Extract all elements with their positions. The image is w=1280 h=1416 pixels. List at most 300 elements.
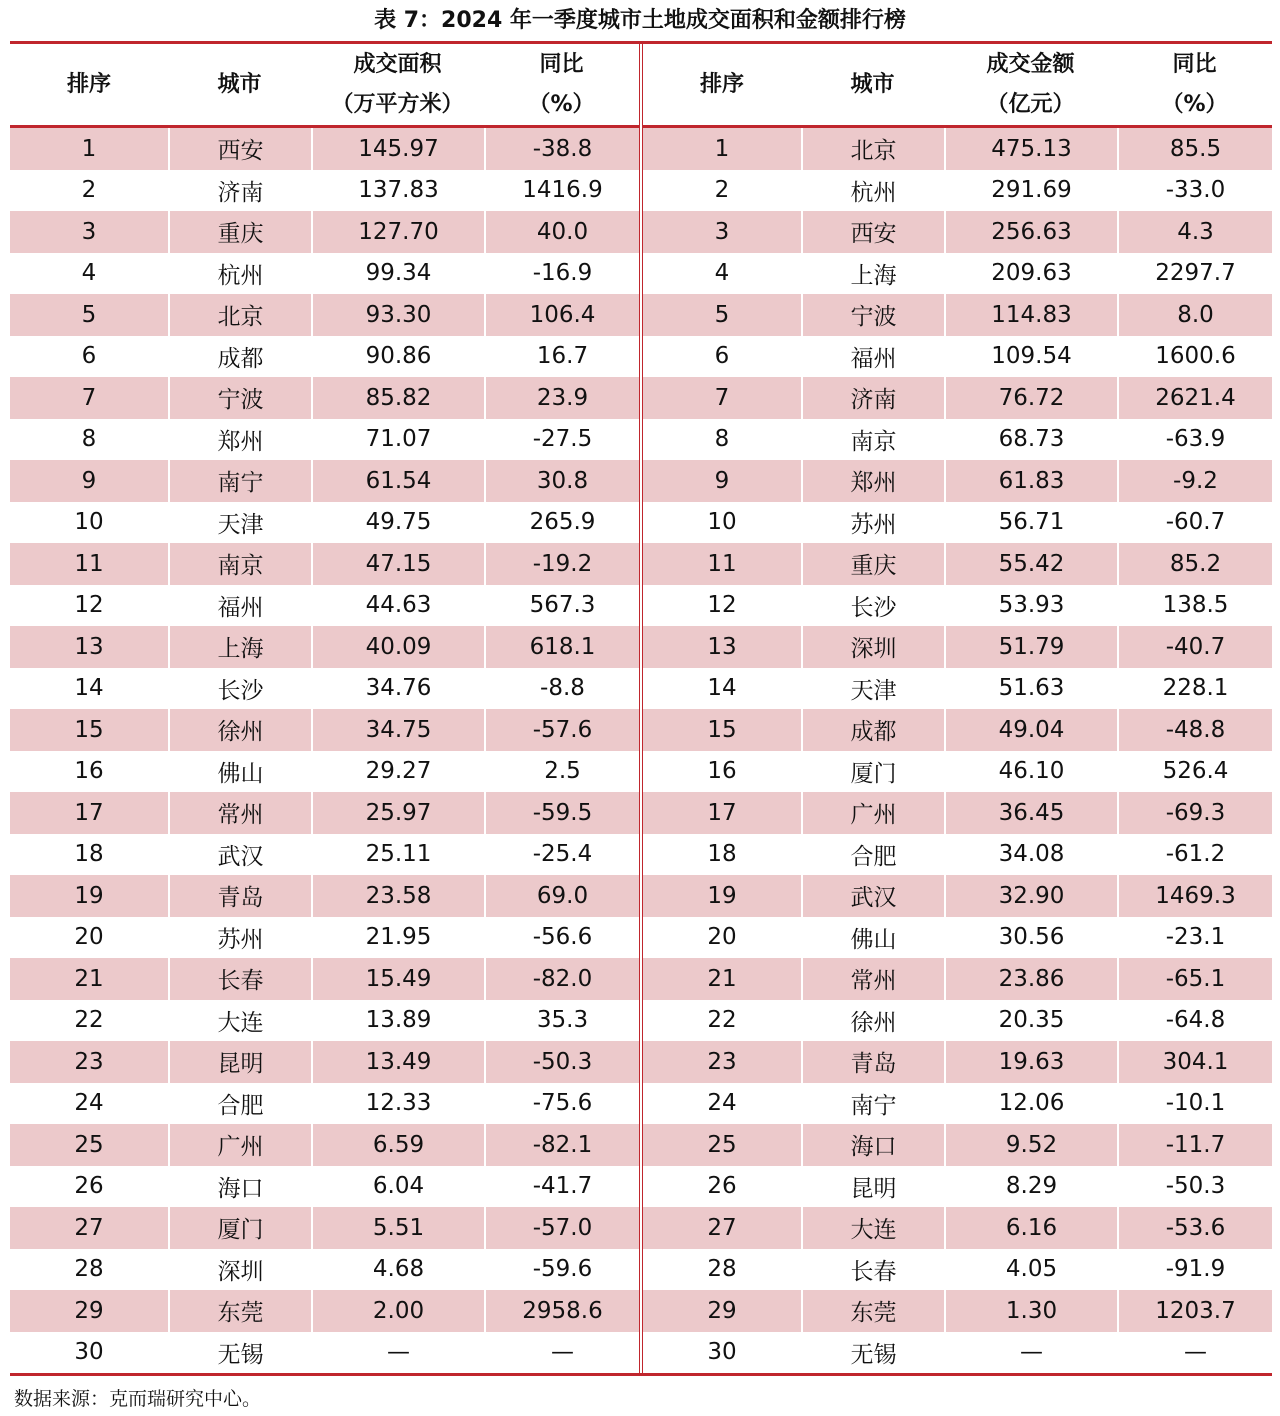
table-row bbox=[10, 419, 639, 461]
table-row bbox=[643, 875, 1272, 917]
city-cell: 无锡 bbox=[168, 1332, 311, 1374]
rank-cell: 3 bbox=[714, 218, 730, 245]
yoy-cell: 8.0 bbox=[1117, 294, 1272, 336]
value-cell: 145.97 bbox=[311, 128, 484, 170]
rank-cell: 13 bbox=[707, 633, 737, 660]
value-cell: 34.08 bbox=[944, 834, 1117, 876]
city-cell: 武汉 bbox=[801, 875, 944, 917]
yoy-cell: 85.5 bbox=[1117, 128, 1272, 170]
table-row bbox=[643, 834, 1272, 876]
rank-cell: 23 bbox=[707, 1048, 737, 1075]
yoy-cell: 2.5 bbox=[484, 751, 639, 793]
rank-cell: 10 bbox=[74, 509, 104, 536]
rank-cell: 20 bbox=[74, 924, 104, 951]
table-row bbox=[643, 1290, 1272, 1332]
table-row bbox=[10, 875, 639, 917]
rank-cell: 14 bbox=[74, 675, 104, 702]
rank-cell: 17 bbox=[707, 799, 737, 826]
rank-cell: 6 bbox=[81, 343, 97, 370]
city-cell: 天津 bbox=[168, 502, 311, 544]
rank-cell: 8 bbox=[714, 426, 730, 453]
value-cell: 25.11 bbox=[311, 834, 484, 876]
yoy-cell: 567.3 bbox=[484, 585, 639, 627]
value-cell: 19.63 bbox=[944, 1041, 1117, 1083]
header-city bbox=[801, 44, 944, 125]
value-cell: 256.63 bbox=[944, 211, 1117, 253]
city-cell: 合肥 bbox=[801, 834, 944, 876]
table-row bbox=[10, 336, 639, 378]
rank-cell: 15 bbox=[707, 716, 737, 743]
yoy-cell: -8.8 bbox=[484, 668, 639, 710]
header-area bbox=[311, 44, 484, 125]
value-cell: 93.30 bbox=[311, 294, 484, 336]
city-cell: 宁波 bbox=[801, 294, 944, 336]
city-cell: 长春 bbox=[801, 1249, 944, 1291]
yoy-cell: -65.1 bbox=[1117, 958, 1272, 1000]
table-row bbox=[10, 460, 639, 502]
rank-cell: 30 bbox=[74, 1339, 104, 1366]
header-city-label: 城市 bbox=[850, 71, 895, 97]
value-cell: 23.58 bbox=[311, 875, 484, 917]
city-cell: 武汉 bbox=[168, 834, 311, 876]
table-row bbox=[643, 709, 1272, 751]
rank-cell: 6 bbox=[714, 343, 730, 370]
city-cell: 杭州 bbox=[801, 170, 944, 212]
city-cell: 徐州 bbox=[801, 1000, 944, 1042]
table-row bbox=[10, 1041, 639, 1083]
table-row bbox=[10, 751, 639, 793]
table-row bbox=[643, 1207, 1272, 1249]
value-cell: 4.05 bbox=[944, 1249, 1117, 1291]
city-cell: 海口 bbox=[168, 1166, 311, 1208]
city-cell: 厦门 bbox=[168, 1207, 311, 1249]
value-cell: 21.95 bbox=[311, 917, 484, 959]
rank-cell: 28 bbox=[74, 1256, 104, 1283]
yoy-cell: -11.7 bbox=[1117, 1124, 1272, 1166]
table-row bbox=[10, 1166, 639, 1208]
yoy-cell: 304.1 bbox=[1117, 1041, 1272, 1083]
city-cell: 福州 bbox=[801, 336, 944, 378]
header-rank-label: 排序 bbox=[66, 71, 111, 97]
rank-cell: 1 bbox=[81, 135, 97, 162]
rank-cell: 2 bbox=[81, 177, 97, 204]
rank-cell: 25 bbox=[74, 1131, 104, 1158]
bottom-rule bbox=[10, 1373, 1272, 1376]
yoy-cell: -16.9 bbox=[484, 253, 639, 295]
table-row bbox=[10, 1249, 639, 1291]
city-cell: 郑州 bbox=[801, 460, 944, 502]
yoy-cell: 4.3 bbox=[1117, 211, 1272, 253]
yoy-cell: -59.6 bbox=[484, 1249, 639, 1291]
city-cell: 西安 bbox=[168, 128, 311, 170]
table-row bbox=[643, 419, 1272, 461]
rank-cell: 29 bbox=[707, 1297, 737, 1324]
header-yoy-label: 同比 bbox=[1172, 51, 1217, 77]
value-cell: 6.16 bbox=[944, 1207, 1117, 1249]
rank-cell: 10 bbox=[707, 509, 737, 536]
city-cell: 长沙 bbox=[168, 668, 311, 710]
table-row bbox=[643, 543, 1272, 585]
table-row bbox=[10, 585, 639, 627]
value-cell: 30.56 bbox=[944, 917, 1117, 959]
rank-cell: 16 bbox=[74, 758, 104, 785]
header-amount-unit: （亿元） bbox=[986, 91, 1075, 117]
value-cell: 85.82 bbox=[311, 377, 484, 419]
rank-cell: 30 bbox=[707, 1339, 737, 1366]
table-row bbox=[10, 1083, 639, 1125]
city-cell: 郑州 bbox=[168, 419, 311, 461]
yoy-cell: -91.9 bbox=[1117, 1249, 1272, 1291]
table-row bbox=[643, 585, 1272, 627]
value-cell: 6.59 bbox=[311, 1124, 484, 1166]
rank-cell: 12 bbox=[74, 592, 104, 619]
city-cell: 大连 bbox=[801, 1207, 944, 1249]
yoy-cell: 1600.6 bbox=[1117, 336, 1272, 378]
table-row bbox=[643, 1041, 1272, 1083]
city-cell: 厦门 bbox=[801, 751, 944, 793]
yoy-cell: -59.5 bbox=[484, 792, 639, 834]
table-row bbox=[643, 377, 1272, 419]
amount-ranking-table bbox=[643, 44, 1272, 1373]
yoy-cell: -57.6 bbox=[484, 709, 639, 751]
rank-cell: 22 bbox=[74, 1007, 104, 1034]
data-source-note: 数据来源：克而瑞研究中心。 bbox=[14, 1388, 262, 1410]
yoy-cell: 23.9 bbox=[484, 377, 639, 419]
city-cell: 无锡 bbox=[801, 1332, 944, 1374]
yoy-cell: -40.7 bbox=[1117, 626, 1272, 668]
table-row bbox=[10, 253, 639, 295]
table-row bbox=[10, 128, 639, 170]
city-cell: 成都 bbox=[801, 709, 944, 751]
table-row bbox=[10, 1207, 639, 1249]
table-row bbox=[10, 958, 639, 1000]
city-cell: 南京 bbox=[168, 543, 311, 585]
ranking-table bbox=[10, 41, 1272, 1376]
value-cell: 99.34 bbox=[311, 253, 484, 295]
rank-cell: 5 bbox=[81, 301, 97, 328]
value-cell: 71.07 bbox=[311, 419, 484, 461]
rank-cell: 11 bbox=[707, 550, 737, 577]
value-cell: 20.35 bbox=[944, 1000, 1117, 1042]
rank-cell: 9 bbox=[714, 467, 730, 494]
city-cell: 成都 bbox=[168, 336, 311, 378]
value-cell: 127.70 bbox=[311, 211, 484, 253]
value-cell: 4.68 bbox=[311, 1249, 484, 1291]
rank-cell: 17 bbox=[74, 799, 104, 826]
header-rank bbox=[10, 44, 168, 125]
yoy-cell: -25.4 bbox=[484, 834, 639, 876]
value-cell: 25.97 bbox=[311, 792, 484, 834]
yoy-cell: 2621.4 bbox=[1117, 377, 1272, 419]
value-cell: 6.04 bbox=[311, 1166, 484, 1208]
city-cell: 苏州 bbox=[168, 917, 311, 959]
rank-cell: 7 bbox=[714, 384, 730, 411]
table-row bbox=[10, 834, 639, 876]
yoy-cell: 138.5 bbox=[1117, 585, 1272, 627]
city-cell: 广州 bbox=[801, 792, 944, 834]
rank-cell: 28 bbox=[707, 1256, 737, 1283]
header-rank bbox=[643, 44, 801, 125]
value-cell: 137.83 bbox=[311, 170, 484, 212]
city-cell: 东莞 bbox=[168, 1290, 311, 1332]
rank-cell: 12 bbox=[707, 592, 737, 619]
table-row bbox=[10, 170, 639, 212]
yoy-cell: -60.7 bbox=[1117, 502, 1272, 544]
value-cell: 114.83 bbox=[944, 294, 1117, 336]
rank-cell: 26 bbox=[707, 1173, 737, 1200]
table-row bbox=[10, 709, 639, 751]
table-row bbox=[10, 1332, 639, 1374]
table-header bbox=[643, 44, 1272, 128]
city-cell: 佛山 bbox=[168, 751, 311, 793]
yoy-cell: -64.8 bbox=[1117, 1000, 1272, 1042]
table-row bbox=[643, 1332, 1272, 1374]
value-cell: 1.30 bbox=[944, 1290, 1117, 1332]
city-cell: 重庆 bbox=[168, 211, 311, 253]
rank-cell: 3 bbox=[81, 218, 97, 245]
value-cell: 12.06 bbox=[944, 1083, 1117, 1125]
table-row bbox=[643, 502, 1272, 544]
rank-cell: 27 bbox=[707, 1214, 737, 1241]
rank-cell: 25 bbox=[707, 1131, 737, 1158]
value-cell: 49.75 bbox=[311, 502, 484, 544]
yoy-cell: -48.8 bbox=[1117, 709, 1272, 751]
city-cell: 青岛 bbox=[168, 875, 311, 917]
table-row bbox=[10, 1290, 639, 1332]
yoy-cell: 35.3 bbox=[484, 1000, 639, 1042]
table-row bbox=[643, 460, 1272, 502]
yoy-cell: -27.5 bbox=[484, 419, 639, 461]
table-row bbox=[643, 128, 1272, 170]
city-cell: 西安 bbox=[801, 211, 944, 253]
value-cell: 56.71 bbox=[944, 502, 1117, 544]
header-yoy bbox=[484, 44, 639, 125]
city-cell: 青岛 bbox=[801, 1041, 944, 1083]
table-row bbox=[10, 211, 639, 253]
yoy-cell: -82.1 bbox=[484, 1124, 639, 1166]
yoy-cell: -53.6 bbox=[1117, 1207, 1272, 1249]
yoy-cell: -69.3 bbox=[1117, 792, 1272, 834]
table-row bbox=[643, 1249, 1272, 1291]
rank-cell: 16 bbox=[707, 758, 737, 785]
rank-cell: 29 bbox=[74, 1297, 104, 1324]
value-cell: 34.75 bbox=[311, 709, 484, 751]
yoy-cell: -57.0 bbox=[484, 1207, 639, 1249]
city-cell: 上海 bbox=[168, 626, 311, 668]
table-row bbox=[643, 1000, 1272, 1042]
header-area-label: 成交面积 bbox=[353, 51, 442, 77]
header-yoy-unit: （%） bbox=[528, 91, 595, 117]
rank-cell: 21 bbox=[74, 965, 104, 992]
city-cell: 北京 bbox=[168, 294, 311, 336]
rank-cell: 18 bbox=[707, 841, 737, 868]
yoy-cell: -10.1 bbox=[1117, 1083, 1272, 1125]
yoy-cell: -50.3 bbox=[1117, 1166, 1272, 1208]
table-title: 表 7：2024 年一季度城市土地成交面积和金额排行榜 bbox=[374, 8, 906, 33]
table-row bbox=[643, 170, 1272, 212]
rank-cell: 22 bbox=[707, 1007, 737, 1034]
rank-cell: 26 bbox=[74, 1173, 104, 1200]
yoy-cell: 16.7 bbox=[484, 336, 639, 378]
yoy-cell: -9.2 bbox=[1117, 460, 1272, 502]
rank-cell: 8 bbox=[81, 426, 97, 453]
yoy-cell: 30.8 bbox=[484, 460, 639, 502]
city-cell: 深圳 bbox=[168, 1249, 311, 1291]
yoy-cell: 265.9 bbox=[484, 502, 639, 544]
value-cell: 475.13 bbox=[944, 128, 1117, 170]
yoy-cell: 1469.3 bbox=[1117, 875, 1272, 917]
header-amount bbox=[944, 44, 1117, 125]
value-cell: 36.45 bbox=[944, 792, 1117, 834]
value-cell: 109.54 bbox=[944, 336, 1117, 378]
value-cell: 32.90 bbox=[944, 875, 1117, 917]
value-cell: 40.09 bbox=[311, 626, 484, 668]
yoy-cell: 526.4 bbox=[1117, 751, 1272, 793]
value-cell: 76.72 bbox=[944, 377, 1117, 419]
rank-cell: 9 bbox=[81, 467, 97, 494]
yoy-cell: 618.1 bbox=[484, 626, 639, 668]
yoy-cell: 106.4 bbox=[484, 294, 639, 336]
table-row bbox=[643, 294, 1272, 336]
table-row bbox=[10, 792, 639, 834]
city-cell: 济南 bbox=[168, 170, 311, 212]
yoy-cell: -33.0 bbox=[1117, 170, 1272, 212]
value-cell: 2.00 bbox=[311, 1290, 484, 1332]
rank-cell: 4 bbox=[714, 260, 730, 287]
value-cell: 44.63 bbox=[311, 585, 484, 627]
table-row bbox=[643, 253, 1272, 295]
yoy-cell: -75.6 bbox=[484, 1083, 639, 1125]
table-row bbox=[10, 543, 639, 585]
yoy-cell: -38.8 bbox=[484, 128, 639, 170]
rank-cell: 19 bbox=[707, 882, 737, 909]
city-cell: 天津 bbox=[801, 668, 944, 710]
table-row bbox=[10, 1000, 639, 1042]
header-city bbox=[168, 44, 311, 125]
table-row bbox=[10, 377, 639, 419]
value-cell: 13.89 bbox=[311, 1000, 484, 1042]
city-cell: 南宁 bbox=[801, 1083, 944, 1125]
header-city-label: 城市 bbox=[217, 71, 262, 97]
yoy-cell: -50.3 bbox=[484, 1041, 639, 1083]
table-row bbox=[643, 917, 1272, 959]
table-row bbox=[643, 211, 1272, 253]
header-yoy bbox=[1117, 44, 1272, 125]
yoy-cell: -61.2 bbox=[1117, 834, 1272, 876]
table-row bbox=[643, 792, 1272, 834]
city-cell: 北京 bbox=[801, 128, 944, 170]
yoy-cell: -82.0 bbox=[484, 958, 639, 1000]
rank-cell: 20 bbox=[707, 924, 737, 951]
yoy-cell: -56.6 bbox=[484, 917, 639, 959]
table-row bbox=[643, 1124, 1272, 1166]
city-cell: 福州 bbox=[168, 585, 311, 627]
rank-cell: 23 bbox=[74, 1048, 104, 1075]
city-cell: 长春 bbox=[168, 958, 311, 1000]
value-cell: 46.10 bbox=[944, 751, 1117, 793]
city-cell: 济南 bbox=[801, 377, 944, 419]
yoy-cell: 228.1 bbox=[1117, 668, 1272, 710]
value-cell: 55.42 bbox=[944, 543, 1117, 585]
yoy-cell: 69.0 bbox=[484, 875, 639, 917]
city-cell: 昆明 bbox=[168, 1041, 311, 1083]
value-cell: 13.49 bbox=[311, 1041, 484, 1083]
city-cell: 杭州 bbox=[168, 253, 311, 295]
yoy-cell: -63.9 bbox=[1117, 419, 1272, 461]
value-cell: 8.29 bbox=[944, 1166, 1117, 1208]
city-cell: 昆明 bbox=[801, 1166, 944, 1208]
value-cell: — bbox=[944, 1332, 1117, 1374]
rank-cell: 2 bbox=[714, 177, 730, 204]
value-cell: 34.76 bbox=[311, 668, 484, 710]
table-row bbox=[10, 1124, 639, 1166]
value-cell: 209.63 bbox=[944, 253, 1117, 295]
value-cell: 61.54 bbox=[311, 460, 484, 502]
yoy-cell: 1203.7 bbox=[1117, 1290, 1272, 1332]
value-cell: 51.79 bbox=[944, 626, 1117, 668]
value-cell: 15.49 bbox=[311, 958, 484, 1000]
header-area-unit: （万平方米） bbox=[331, 91, 464, 117]
rank-cell: 5 bbox=[714, 301, 730, 328]
header-yoy-label: 同比 bbox=[539, 51, 584, 77]
value-cell: 49.04 bbox=[944, 709, 1117, 751]
rank-cell: 13 bbox=[74, 633, 104, 660]
rank-cell: 1 bbox=[714, 135, 730, 162]
city-cell: 徐州 bbox=[168, 709, 311, 751]
value-cell: 90.86 bbox=[311, 336, 484, 378]
value-cell: 23.86 bbox=[944, 958, 1117, 1000]
city-cell: 南京 bbox=[801, 419, 944, 461]
value-cell: 12.33 bbox=[311, 1083, 484, 1125]
value-cell: 61.83 bbox=[944, 460, 1117, 502]
value-cell: — bbox=[311, 1332, 484, 1374]
table-row bbox=[10, 294, 639, 336]
table-row bbox=[10, 502, 639, 544]
table-row bbox=[643, 1083, 1272, 1125]
header-rank-label: 排序 bbox=[699, 71, 744, 97]
header-yoy-unit: （%） bbox=[1161, 91, 1228, 117]
rank-cell: 21 bbox=[707, 965, 737, 992]
yoy-cell: -19.2 bbox=[484, 543, 639, 585]
city-cell: 宁波 bbox=[168, 377, 311, 419]
yoy-cell: -23.1 bbox=[1117, 917, 1272, 959]
city-cell: 常州 bbox=[168, 792, 311, 834]
rank-cell: 14 bbox=[707, 675, 737, 702]
yoy-cell: — bbox=[484, 1332, 639, 1374]
table-row bbox=[643, 958, 1272, 1000]
value-cell: 5.51 bbox=[311, 1207, 484, 1249]
city-cell: 海口 bbox=[801, 1124, 944, 1166]
city-cell: 常州 bbox=[801, 958, 944, 1000]
city-cell: 大连 bbox=[168, 1000, 311, 1042]
value-cell: 29.27 bbox=[311, 751, 484, 793]
city-cell: 上海 bbox=[801, 253, 944, 295]
yoy-cell: 2958.6 bbox=[484, 1290, 639, 1332]
city-cell: 佛山 bbox=[801, 917, 944, 959]
city-cell: 东莞 bbox=[801, 1290, 944, 1332]
rank-cell: 7 bbox=[81, 384, 97, 411]
area-ranking-table bbox=[10, 44, 639, 1373]
city-cell: 苏州 bbox=[801, 502, 944, 544]
city-cell: 南宁 bbox=[168, 460, 311, 502]
city-cell: 长沙 bbox=[801, 585, 944, 627]
value-cell: 68.73 bbox=[944, 419, 1117, 461]
city-cell: 合肥 bbox=[168, 1083, 311, 1125]
table-body bbox=[643, 128, 1272, 1373]
table-row bbox=[10, 917, 639, 959]
rank-cell: 19 bbox=[74, 882, 104, 909]
city-cell: 重庆 bbox=[801, 543, 944, 585]
